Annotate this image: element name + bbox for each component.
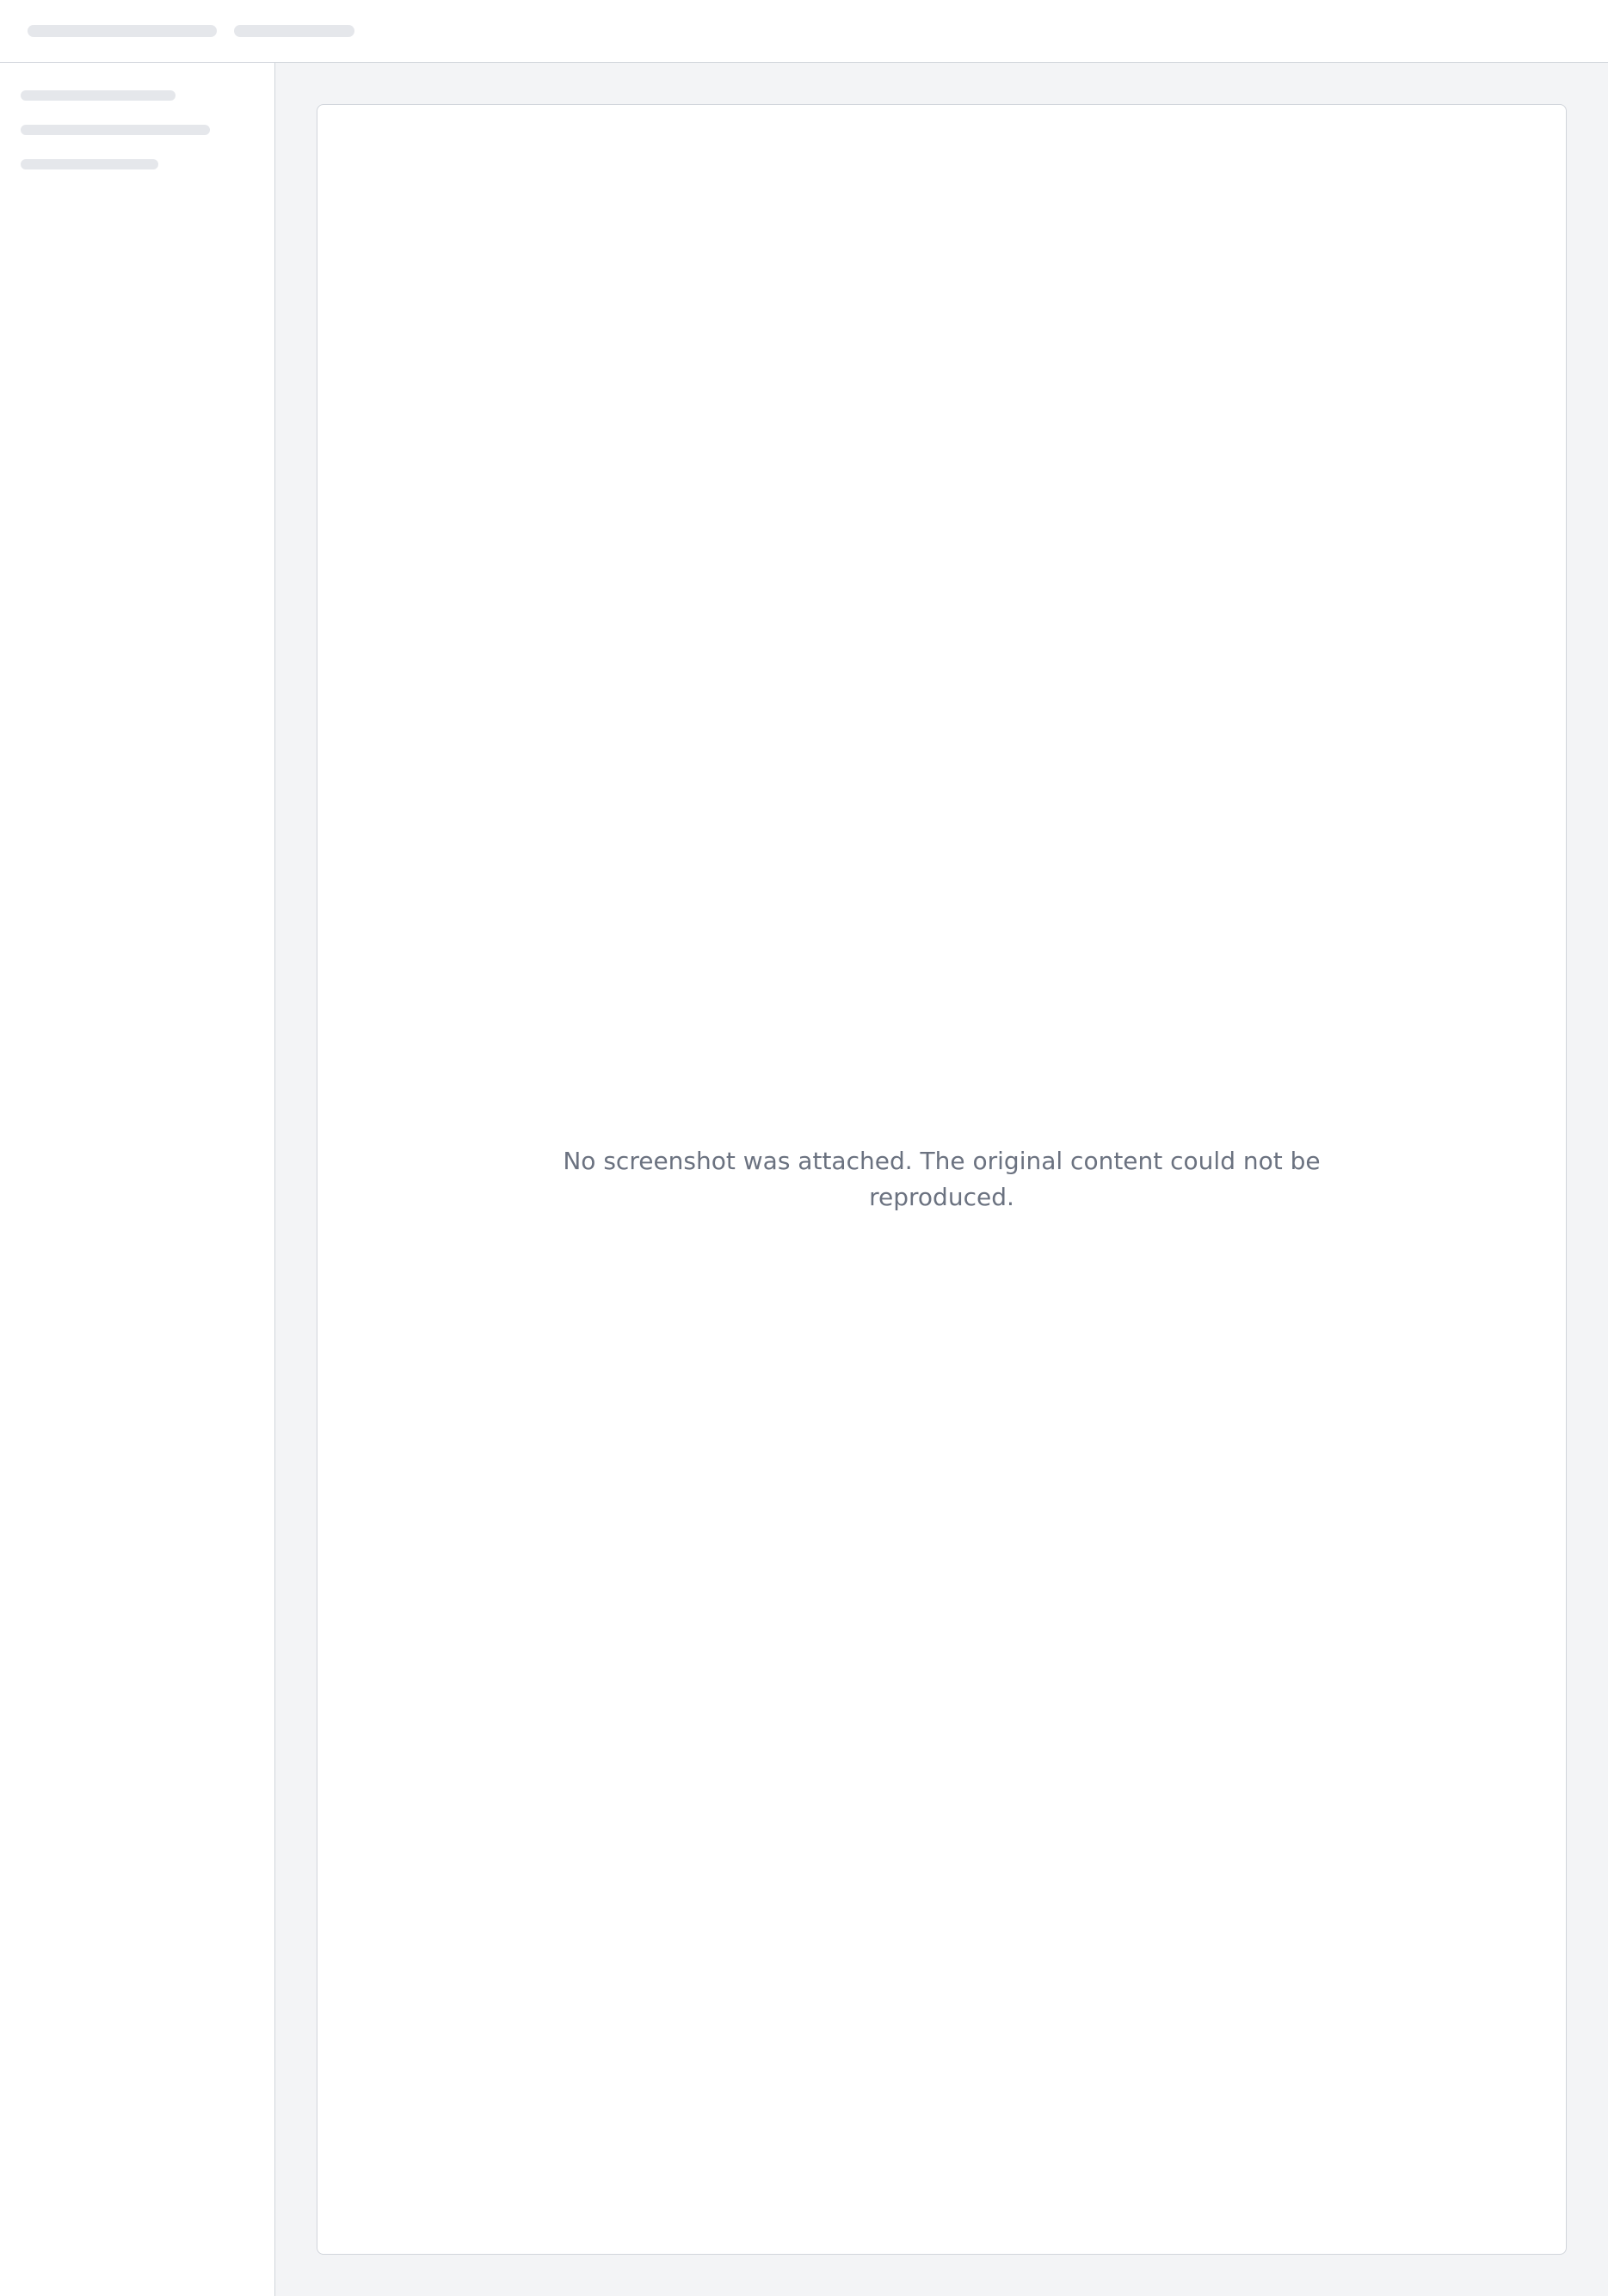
- top-bar-placeholder: [0, 0, 1608, 63]
- sidebar-skeleton: [21, 159, 158, 169]
- missing-image-notice: No screenshot was attached. The original content could not be reproduced.: [563, 1147, 1321, 1211]
- sidebar-skeleton: [21, 125, 210, 135]
- sidebar-placeholder: [0, 63, 275, 2296]
- content-area: [0, 63, 1608, 2296]
- top-bar-skeleton: [28, 25, 217, 37]
- main-area: [275, 63, 1608, 2296]
- placeholder-panel: [317, 104, 1567, 2255]
- sidebar-skeleton: [21, 90, 176, 101]
- top-bar-skeleton: [234, 25, 354, 37]
